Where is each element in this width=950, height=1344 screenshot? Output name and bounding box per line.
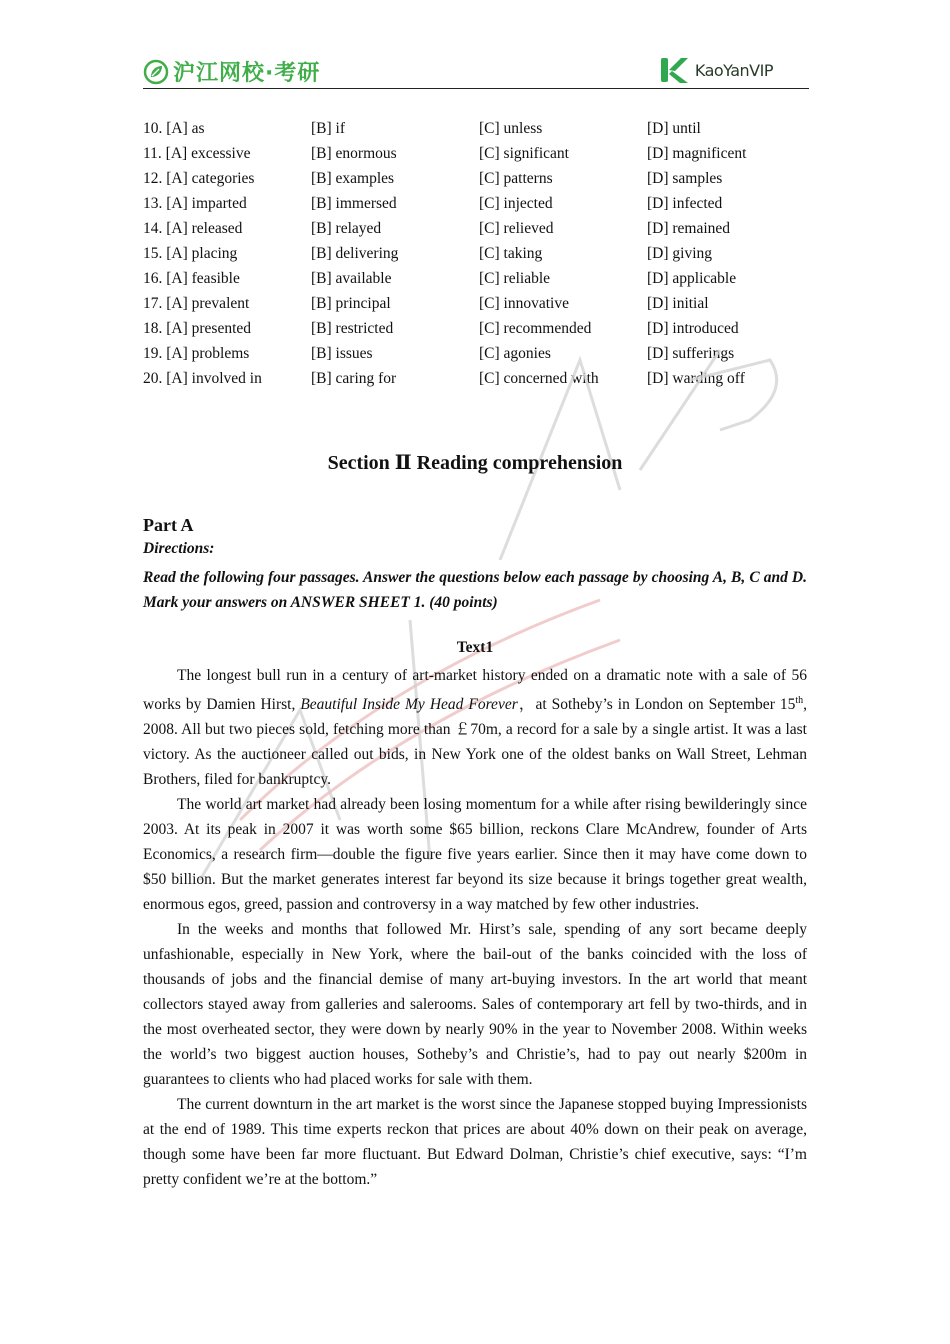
leaf-icon	[143, 59, 169, 85]
option-row: 14. [A] released [B] relayed [C] relieved [D] remained	[143, 220, 731, 237]
artwork-title: Beautiful Inside My Head Forever	[300, 696, 518, 714]
option-row: 10. [A] as [B] if [C] unless [D] until	[143, 120, 701, 137]
paragraph-2: The world art market had already been losing momentum for a while after rising bewilderingly since 2003. At its peak in 2007 it was worth some $65 billion, reckons Clare McAndrew, founder of Arts Economics, a research firm—double the figure five years earlier. Since then it may have come down to $50 billion. But the market generates interest far beyond its size because it brings together great wealth, enormous egos, greed, passion and controversy in a way matched by few other industries.	[143, 796, 807, 914]
hujiang-logo	[143, 56, 320, 87]
option-row: 20. [A] involved in [B] caring for [C] concerned with [D] warding off	[143, 370, 745, 387]
option-row: 11. [A] excessive [B] enormous [C] significant [D] magnificent	[143, 145, 747, 162]
answer-options-list	[143, 116, 809, 391]
paragraph-4: The current downturn in the art market is the worst since the Japanese stopped buying Impressionists at the end of 1989. This time experts reckon that prices are about 40% down on their peak on average, though some have been far more fluctuant. But Edward Dolman, Christie’s chief executive, says: “I’m pretty confident we’re at the bottom.”	[143, 1096, 807, 1189]
text-title: Text1	[456, 639, 494, 656]
page-header	[143, 52, 809, 89]
brand-left-text: 沪江网校·考研	[173, 61, 321, 86]
option-row: 17. [A] prevalent [B] principal [C] innovative [D] initial	[143, 295, 709, 312]
part-title: Part A	[143, 515, 194, 535]
paragraph-3: In the weeks and months that followed Mr. Hirst’s sale, spending of any sort became deeply unfashionable, especially in New York, where the bail-out of the banks coincided with the loss of thousands of jobs and the financial demise of many art-buying investors. In the art world that meant collectors stayed away from galleries and salerooms. Sales of contemporary art fell by two-thirds, and in the most overheated sector, they were down by nearly 90% in the year to November 2008. Within weeks the world’s two biggest auction houses, Sotheby’s and Christie’s, had to pay out nearly $200m in guarantees to clients who had placed works for sale with them.	[143, 921, 807, 1089]
paragraph-1: The longest bull run in a century of art-market history ended on a dramatic note with a sale of 56 works by Damien Hirst, Beautiful Inside My Head Forever，at Sotheby’s in London on September 15th, 2008. All but two pieces sold, fetching more than ￡70m, a record for a sale by a single artist. It was a last victory. As the auctioneer called out bids, in New York one of the oldest banks on Wall Street, Lehman Brothers, filed for bankruptcy.	[143, 667, 808, 789]
option-row: 16. [A] feasible [B] available [C] reliable [D] applicable	[143, 270, 737, 287]
option-row: 19. [A] problems [B] issues [C] agonies [D] sufferings	[143, 345, 735, 362]
option-row: 18. [A] presented [B] restricted [C] recommended [D] introduced	[143, 320, 739, 337]
option-row: 13. [A] imparted [B] immersed [C] injected [D] infected	[143, 195, 723, 212]
reading-passage	[143, 663, 807, 1192]
k-logo-icon	[659, 56, 689, 84]
section-title: Section Ⅱ Reading comprehension	[327, 452, 623, 474]
option-row: 15. [A] placing [B] delivering [C] taking [D] giving	[143, 245, 713, 262]
kaoyanvip-logo	[659, 56, 773, 84]
directions-text: Read the following four passages. Answer the questions below each passage by choosing A, B, C and D. Mark your answers on ANSWER SHEET 1. (40 points)	[143, 569, 807, 611]
directions-label: Directions:	[143, 540, 215, 557]
brand-right-text: KaoYanVIP	[694, 60, 773, 80]
option-row: 12. [A] categories [B] examples [C] patterns [D] samples	[143, 170, 723, 187]
